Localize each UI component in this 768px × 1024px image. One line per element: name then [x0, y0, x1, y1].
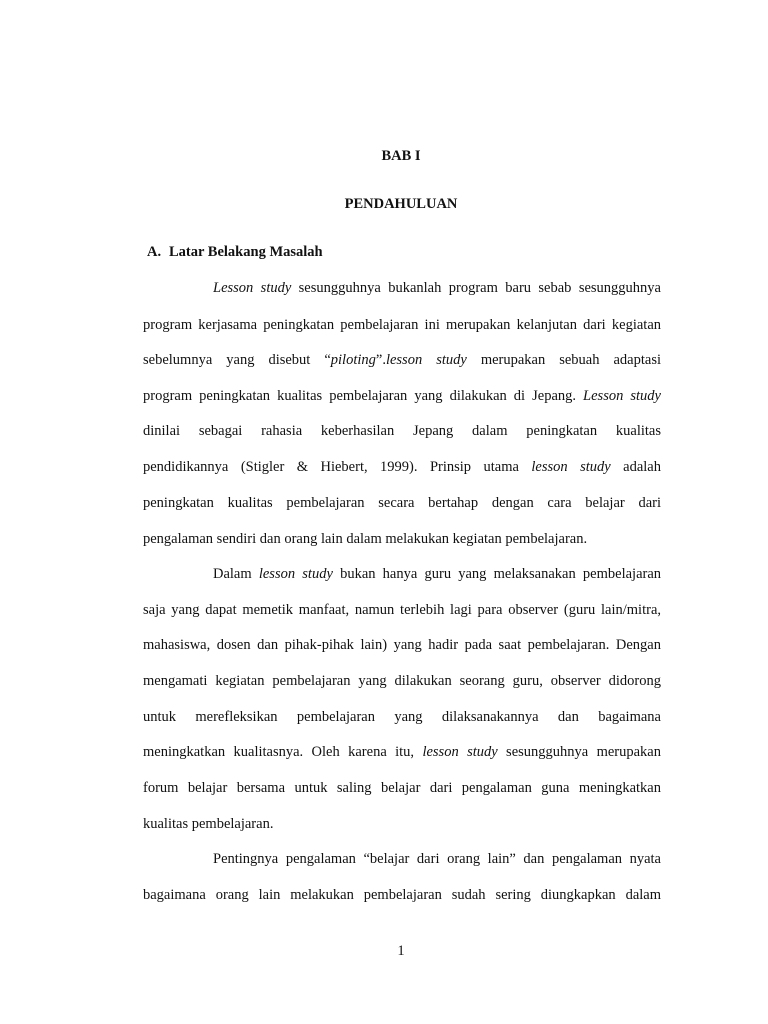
paragraph-2-line-7: forum belajar bersama untuk saling belajar dari pengalaman guna meningkatkan: [143, 780, 661, 796]
paragraph-1-line-1: [213, 279, 661, 297]
paragraph-2-line-4: mengamati kegiatan pembelajaran yang dilakukan seorang guru, observer didorong: [143, 673, 661, 689]
paragraph-1-line-8: pengalaman sendiri dan orang lain dalam melakukan kegiatan pembelajaran.: [143, 531, 588, 547]
paragraph-2-line-8: kualitas pembelajaran.: [143, 816, 274, 832]
paragraph-1-line-7: peningkatan kualitas pembelajaran secara bertahap dengan cara belajar dari: [143, 495, 661, 511]
text-run: program peningkatan kualitas pembelajaran yang dilakukan di Jepang.: [143, 388, 584, 404]
paragraph-2-line-6: [143, 743, 661, 761]
text-run: sesungguhnya bukanlah program baru sebab sesungguhnya: [291, 280, 661, 296]
chapter-title: PENDAHULUAN: [344, 196, 458, 212]
text-run: meningkatkan kualitasnya. Oleh karena itu,: [143, 744, 423, 760]
paragraph-2-line-5: untuk merefleksikan pembelajaran yang dilaksanakannya dan bagaimana: [143, 709, 661, 725]
paragraph-2-line-2: saja yang dapat memetik manfaat, namun terlebih lagi para observer (guru lain/mitra,: [143, 602, 661, 618]
section-heading-text: Latar Belakang Masalah: [169, 244, 323, 260]
text-run: pendidikannya (Stigler & Hiebert, 1999). Prinsip utama: [143, 459, 532, 475]
section-letter: A.: [147, 244, 162, 260]
page-number: 1: [397, 943, 405, 959]
paragraph-1-line-5: dinilai sebagai rahasia keberhasilan Jepang dalam peningkatan kualitas: [143, 423, 661, 439]
italic-term: piloting: [330, 352, 376, 368]
paragraph-2-line-3: mahasiswa, dosen dan pihak-pihak lain) yang hadir pada saat pembelajaran. Dengan: [143, 637, 661, 653]
paragraph-1-line-6: [143, 458, 661, 476]
paragraph-1-line-2: program kerjasama peningkatan pembelajaran ini merupakan kelanjutan dari kegiatan: [143, 317, 661, 333]
text-run: sesungguhnya merupakan: [497, 744, 661, 760]
italic-term: Lesson study: [583, 388, 661, 404]
text-run: bukan hanya guru yang melaksanakan pembelajaran: [332, 566, 661, 582]
italic-term: lesson study: [385, 352, 467, 368]
italic-term: lesson study: [422, 744, 498, 760]
italic-term: Lesson study: [213, 280, 292, 296]
paragraph-3-line-2: bagaimana orang lain melakukan pembelajaran sudah sering diungkapkan dalam: [143, 887, 661, 903]
text-run: ”.: [375, 352, 386, 368]
text-run: adalah: [610, 459, 661, 475]
italic-term: lesson study: [258, 566, 333, 582]
chapter-label: BAB I: [381, 148, 421, 164]
paragraph-2-line-1: [213, 565, 661, 583]
paragraph-1-line-3: [143, 351, 661, 369]
text-run: merupakan sebuah adaptasi: [466, 352, 661, 368]
text-run: Dalam: [213, 566, 259, 582]
paragraph-3-line-1: Pentingnya pengalaman “belajar dari orang lain” dan pengalaman nyata: [213, 851, 661, 867]
italic-term: lesson study: [531, 459, 611, 475]
paragraph-1-line-4: [143, 387, 661, 405]
text-run: sebelumnya yang disebut “: [143, 352, 331, 368]
section-heading: [147, 244, 323, 261]
